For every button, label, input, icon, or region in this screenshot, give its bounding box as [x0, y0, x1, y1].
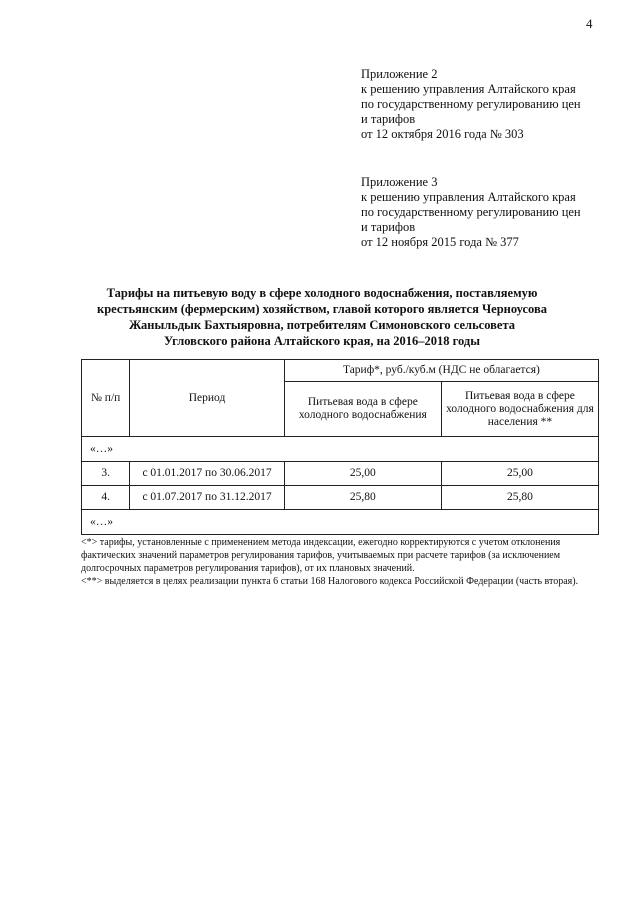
- appendix-2-line: Приложение 2: [361, 67, 438, 81]
- title-line: Жаныльдык Бахтыяровна, потребителям Симоновского сельсовета: [128, 318, 516, 332]
- header-tariff-1: Питьевая вода в сфере холодного водоснабжения: [284, 382, 441, 437]
- appendix-3-line: Приложение 3: [361, 175, 438, 189]
- ellipsis-top: «…»: [82, 437, 599, 462]
- header-tariff-2: Питьевая вода в сфере холодного водоснабжения для населения **: [441, 382, 598, 437]
- appendix-3-line: от 12 ноября 2015 года № 377: [361, 235, 519, 249]
- footnote-1: <*> тарифы, установленные с применением метода индексации, ежегодно корректируются с учетом отклонения фактических значений параметров регулирования тарифов, учитываемых при расчете тарифов (за исключением долгосрочных параметров регулирования тарифов), от их плановых значений.: [81, 537, 561, 574]
- row-tariff-2: 25,80: [441, 486, 598, 510]
- appendix-2-header: [361, 67, 581, 142]
- table-ellipsis-row: [82, 510, 599, 535]
- appendix-2-line: по государственному регулированию цен: [361, 97, 581, 111]
- document-title: [80, 285, 564, 349]
- appendix-3-line: по государственному регулированию цен: [361, 205, 581, 219]
- appendix-2-line: к решению управления Алтайского края: [361, 82, 576, 96]
- header-period: Период: [130, 360, 285, 437]
- title-line: Угловского района Алтайского края, на 2016–2018 годы: [164, 334, 480, 348]
- tariff-table: [81, 359, 599, 535]
- row-num: 4.: [82, 486, 130, 510]
- appendix-3-header: [361, 175, 581, 250]
- table-row: [82, 486, 599, 510]
- appendix-2-line: и тарифов: [361, 112, 416, 126]
- page-number: 4: [586, 16, 593, 31]
- ellipsis-bottom: «…»: [82, 510, 599, 535]
- appendix-3-line: к решению управления Алтайского края: [361, 190, 576, 204]
- header-num: № п/п: [82, 360, 130, 437]
- footnote-2: <**> выделяется в целях реализации пункта 6 статьи 168 Налогового кодекса Российской Федерации (часть вторая).: [81, 576, 579, 587]
- table-header-row: [82, 360, 599, 382]
- row-tariff-2: 25,00: [441, 462, 598, 486]
- row-tariff-1: 25,00: [284, 462, 441, 486]
- title-line: крестьянским (фермерским) хозяйством, главой которого является Черноусова: [97, 302, 547, 316]
- row-period: с 01.01.2017 по 30.06.2017: [130, 462, 285, 486]
- appendix-3-line: и тарифов: [361, 220, 416, 234]
- footnotes: [81, 536, 599, 588]
- row-tariff-1: 25,80: [284, 486, 441, 510]
- table-row: [82, 462, 599, 486]
- row-num: 3.: [82, 462, 130, 486]
- header-tariff-group: Тариф*, руб./куб.м (НДС не облагается): [284, 360, 598, 382]
- title-line: Тарифы на питьевую воду в сфере холодного водоснабжения, поставляемую: [106, 286, 538, 300]
- table-ellipsis-row: [82, 437, 599, 462]
- row-period: с 01.07.2017 по 31.12.2017: [130, 486, 285, 510]
- appendix-2-line: от 12 октября 2016 года № 303: [361, 127, 524, 141]
